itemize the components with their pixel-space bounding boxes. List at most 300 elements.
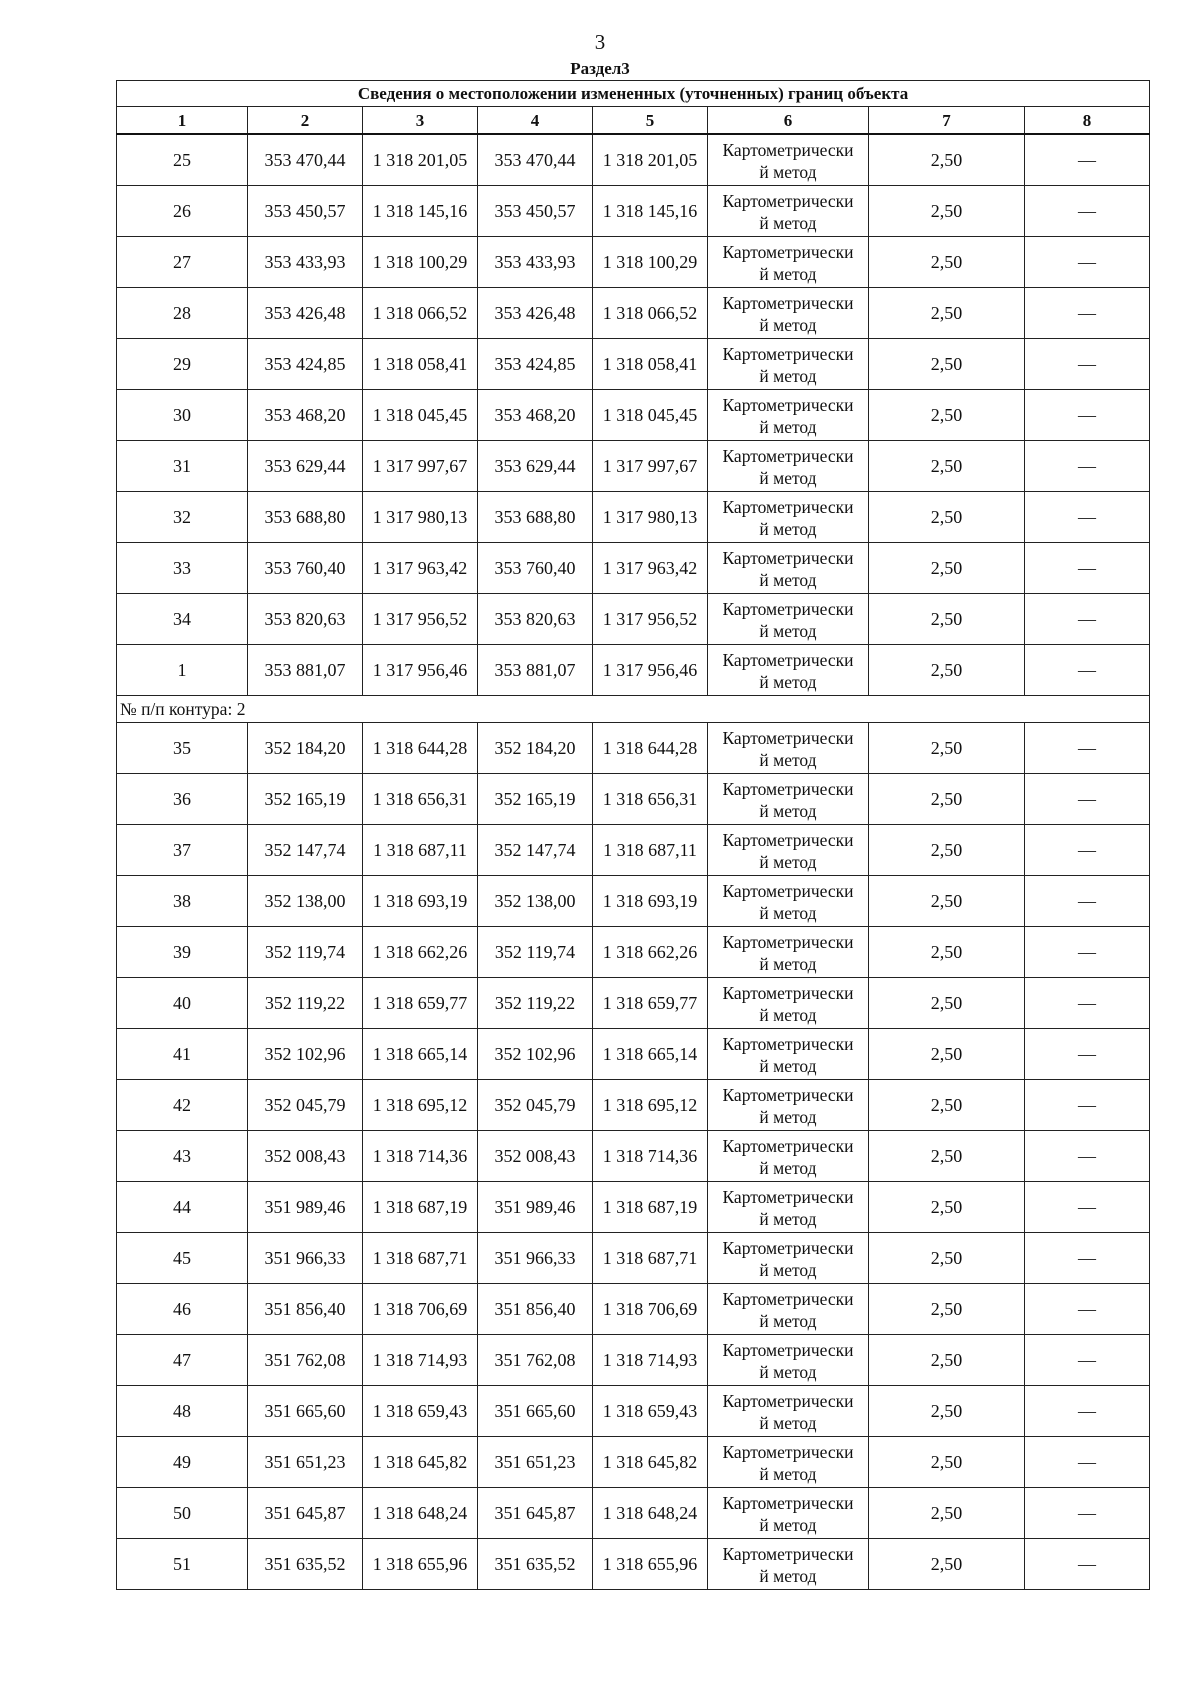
table-row bbox=[117, 390, 1150, 441]
accuracy-cell: 2,50 bbox=[869, 723, 1025, 774]
method-text-line2: й метод bbox=[759, 851, 817, 872]
method-cell bbox=[708, 723, 869, 774]
x-existing-cell: 353 433,93 bbox=[248, 237, 363, 288]
accuracy-cell: 2,50 bbox=[869, 1131, 1025, 1182]
accuracy-cell: 2,50 bbox=[869, 1182, 1025, 1233]
dash-mark: — bbox=[1078, 1145, 1097, 1166]
x-refined-cell: 351 989,46 bbox=[478, 1182, 593, 1233]
table-title: Сведения о местоположении измененных (уточненных) границ объекта bbox=[117, 81, 1150, 107]
point-number-cell: 37 bbox=[117, 825, 248, 876]
x-existing-cell: 352 102,96 bbox=[248, 1029, 363, 1080]
x-existing-cell: 351 966,33 bbox=[248, 1233, 363, 1284]
description-cell bbox=[1025, 1386, 1150, 1437]
point-number-cell: 39 bbox=[117, 927, 248, 978]
method-text-line2: й метод bbox=[759, 518, 817, 539]
x-refined-cell: 352 165,19 bbox=[478, 774, 593, 825]
x-refined-cell: 353 450,57 bbox=[478, 186, 593, 237]
point-number-cell: 28 bbox=[117, 288, 248, 339]
accuracy-cell: 2,50 bbox=[869, 774, 1025, 825]
table-row bbox=[117, 723, 1150, 774]
method-text-line1: Картометрически bbox=[722, 343, 854, 364]
point-number-cell: 46 bbox=[117, 1284, 248, 1335]
description-cell bbox=[1025, 825, 1150, 876]
method-text-line1: Картометрически bbox=[722, 880, 854, 901]
accuracy-cell: 2,50 bbox=[869, 1029, 1025, 1080]
description-cell bbox=[1025, 1284, 1150, 1335]
x-existing-cell: 352 008,43 bbox=[248, 1131, 363, 1182]
description-cell bbox=[1025, 1488, 1150, 1539]
x-existing-cell: 353 629,44 bbox=[248, 441, 363, 492]
y-existing-cell: 1 317 997,67 bbox=[363, 441, 478, 492]
method-text-line2: й метод bbox=[759, 212, 817, 233]
accuracy-cell: 2,50 bbox=[869, 1284, 1025, 1335]
table-row bbox=[117, 288, 1150, 339]
accuracy-cell: 2,50 bbox=[869, 134, 1025, 186]
y-existing-cell: 1 318 714,36 bbox=[363, 1131, 478, 1182]
column-number: 1 bbox=[117, 107, 248, 135]
y-existing-cell: 1 318 644,28 bbox=[363, 723, 478, 774]
description-cell bbox=[1025, 594, 1150, 645]
method-text-line1: Картометрически bbox=[722, 598, 854, 619]
dash-mark: — bbox=[1078, 200, 1097, 221]
y-refined-cell: 1 318 687,19 bbox=[593, 1182, 708, 1233]
dash-mark: — bbox=[1078, 404, 1097, 425]
method-text-line1: Картометрически bbox=[722, 1033, 854, 1054]
method-text-line2: й метод bbox=[759, 365, 817, 386]
dash-mark: — bbox=[1078, 737, 1097, 758]
dash-mark: — bbox=[1078, 455, 1097, 476]
point-number-cell: 32 bbox=[117, 492, 248, 543]
method-text-line2: й метод bbox=[759, 1004, 817, 1025]
x-existing-cell: 353 820,63 bbox=[248, 594, 363, 645]
x-existing-cell: 352 184,20 bbox=[248, 723, 363, 774]
x-existing-cell: 352 147,74 bbox=[248, 825, 363, 876]
table-row bbox=[117, 1335, 1150, 1386]
y-refined-cell: 1 318 645,82 bbox=[593, 1437, 708, 1488]
description-cell bbox=[1025, 1131, 1150, 1182]
y-existing-cell: 1 318 687,71 bbox=[363, 1233, 478, 1284]
method-text-line2: й метод bbox=[759, 1514, 817, 1535]
method-text-line1: Картометрически bbox=[722, 1339, 854, 1360]
y-existing-cell: 1 318 659,77 bbox=[363, 978, 478, 1029]
dash-mark: — bbox=[1078, 608, 1097, 629]
column-number: 4 bbox=[478, 107, 593, 135]
y-existing-cell: 1 318 201,05 bbox=[363, 134, 478, 186]
column-number: 3 bbox=[363, 107, 478, 135]
description-cell bbox=[1025, 1233, 1150, 1284]
method-cell bbox=[708, 134, 869, 186]
dash-mark: — bbox=[1078, 1298, 1097, 1319]
accuracy-cell: 2,50 bbox=[869, 1437, 1025, 1488]
y-refined-cell: 1 318 659,77 bbox=[593, 978, 708, 1029]
method-text-line2: й метод bbox=[759, 1412, 817, 1433]
y-refined-cell: 1 318 045,45 bbox=[593, 390, 708, 441]
y-existing-cell: 1 318 656,31 bbox=[363, 774, 478, 825]
point-number-cell: 27 bbox=[117, 237, 248, 288]
point-number-cell: 44 bbox=[117, 1182, 248, 1233]
point-number-cell: 25 bbox=[117, 134, 248, 186]
dash-mark: — bbox=[1078, 890, 1097, 911]
point-number-cell: 48 bbox=[117, 1386, 248, 1437]
x-existing-cell: 352 138,00 bbox=[248, 876, 363, 927]
dash-mark: — bbox=[1078, 992, 1097, 1013]
point-number-cell: 26 bbox=[117, 186, 248, 237]
method-text-line1: Картометрически bbox=[722, 829, 854, 850]
x-refined-cell: 352 184,20 bbox=[478, 723, 593, 774]
table-title-row bbox=[117, 81, 1150, 107]
method-cell bbox=[708, 237, 869, 288]
table-row bbox=[117, 774, 1150, 825]
dash-mark: — bbox=[1078, 251, 1097, 272]
x-refined-cell: 352 045,79 bbox=[478, 1080, 593, 1131]
description-cell bbox=[1025, 492, 1150, 543]
method-cell bbox=[708, 1080, 869, 1131]
description-cell bbox=[1025, 1182, 1150, 1233]
table-row bbox=[117, 825, 1150, 876]
method-cell bbox=[708, 1131, 869, 1182]
x-refined-cell: 351 856,40 bbox=[478, 1284, 593, 1335]
table-row bbox=[117, 441, 1150, 492]
point-number-cell: 36 bbox=[117, 774, 248, 825]
y-existing-cell: 1 317 963,42 bbox=[363, 543, 478, 594]
method-text-line2: й метод bbox=[759, 953, 817, 974]
point-number-cell: 30 bbox=[117, 390, 248, 441]
accuracy-cell: 2,50 bbox=[869, 339, 1025, 390]
point-number-cell: 34 bbox=[117, 594, 248, 645]
method-text-line2: й метод bbox=[759, 1157, 817, 1178]
method-text-line2: й метод bbox=[759, 1565, 817, 1586]
table-row bbox=[117, 543, 1150, 594]
table-row bbox=[117, 1080, 1150, 1131]
x-refined-cell: 353 629,44 bbox=[478, 441, 593, 492]
table-row bbox=[117, 1386, 1150, 1437]
method-text-line1: Картометрически bbox=[722, 1492, 854, 1513]
description-cell bbox=[1025, 1437, 1150, 1488]
description-cell bbox=[1025, 339, 1150, 390]
description-cell bbox=[1025, 288, 1150, 339]
table-row bbox=[117, 927, 1150, 978]
y-existing-cell: 1 318 693,19 bbox=[363, 876, 478, 927]
y-existing-cell: 1 318 145,16 bbox=[363, 186, 478, 237]
coordinates-table bbox=[116, 80, 1150, 1590]
x-existing-cell: 351 665,60 bbox=[248, 1386, 363, 1437]
dash-mark: — bbox=[1078, 1400, 1097, 1421]
point-number-cell: 31 bbox=[117, 441, 248, 492]
point-number-cell: 40 bbox=[117, 978, 248, 1029]
method-text-line2: й метод bbox=[759, 671, 817, 692]
x-refined-cell: 352 102,96 bbox=[478, 1029, 593, 1080]
table-row bbox=[117, 1284, 1150, 1335]
accuracy-cell: 2,50 bbox=[869, 492, 1025, 543]
x-refined-cell: 353 424,85 bbox=[478, 339, 593, 390]
method-text-line1: Картометрически bbox=[722, 547, 854, 568]
method-cell bbox=[708, 594, 869, 645]
y-refined-cell: 1 317 997,67 bbox=[593, 441, 708, 492]
method-text-line2: й метод bbox=[759, 569, 817, 590]
point-number-cell: 41 bbox=[117, 1029, 248, 1080]
table-row bbox=[117, 492, 1150, 543]
method-text-line1: Картометрически bbox=[722, 139, 854, 160]
y-existing-cell: 1 317 956,46 bbox=[363, 645, 478, 696]
accuracy-cell: 2,50 bbox=[869, 1488, 1025, 1539]
description-cell bbox=[1025, 543, 1150, 594]
method-cell bbox=[708, 927, 869, 978]
method-text-line1: Картометрически bbox=[722, 1135, 854, 1156]
method-text-line1: Картометрически bbox=[722, 1288, 854, 1309]
x-refined-cell: 353 470,44 bbox=[478, 134, 593, 186]
x-existing-cell: 352 119,22 bbox=[248, 978, 363, 1029]
method-cell bbox=[708, 774, 869, 825]
method-text-line2: й метод bbox=[759, 1208, 817, 1229]
method-cell bbox=[708, 288, 869, 339]
y-existing-cell: 1 318 058,41 bbox=[363, 339, 478, 390]
table-row bbox=[117, 186, 1150, 237]
y-refined-cell: 1 317 956,52 bbox=[593, 594, 708, 645]
y-existing-cell: 1 318 706,69 bbox=[363, 1284, 478, 1335]
method-text-line1: Картометрически bbox=[722, 292, 854, 313]
x-refined-cell: 351 635,52 bbox=[478, 1539, 593, 1590]
point-number-cell: 1 bbox=[117, 645, 248, 696]
x-existing-cell: 353 426,48 bbox=[248, 288, 363, 339]
x-refined-cell: 353 468,20 bbox=[478, 390, 593, 441]
description-cell bbox=[1025, 390, 1150, 441]
method-text-line1: Картометрически bbox=[722, 931, 854, 952]
y-refined-cell: 1 317 980,13 bbox=[593, 492, 708, 543]
y-refined-cell: 1 318 648,24 bbox=[593, 1488, 708, 1539]
table-row bbox=[117, 339, 1150, 390]
point-number-cell: 33 bbox=[117, 543, 248, 594]
point-number-cell: 38 bbox=[117, 876, 248, 927]
dash-mark: — bbox=[1078, 353, 1097, 374]
description-cell bbox=[1025, 978, 1150, 1029]
point-number-cell: 49 bbox=[117, 1437, 248, 1488]
table-row bbox=[117, 645, 1150, 696]
x-refined-cell: 351 645,87 bbox=[478, 1488, 593, 1539]
method-cell bbox=[708, 1284, 869, 1335]
y-refined-cell: 1 318 695,12 bbox=[593, 1080, 708, 1131]
method-text-line2: й метод bbox=[759, 467, 817, 488]
accuracy-cell: 2,50 bbox=[869, 1335, 1025, 1386]
dash-mark: — bbox=[1078, 1349, 1097, 1370]
x-existing-cell: 353 760,40 bbox=[248, 543, 363, 594]
y-refined-cell: 1 317 963,42 bbox=[593, 543, 708, 594]
y-existing-cell: 1 318 659,43 bbox=[363, 1386, 478, 1437]
y-refined-cell: 1 318 644,28 bbox=[593, 723, 708, 774]
method-cell bbox=[708, 1335, 869, 1386]
table-row bbox=[117, 1131, 1150, 1182]
method-text-line1: Картометрически bbox=[722, 1390, 854, 1411]
accuracy-cell: 2,50 bbox=[869, 825, 1025, 876]
dash-mark: — bbox=[1078, 557, 1097, 578]
dash-mark: — bbox=[1078, 302, 1097, 323]
x-existing-cell: 353 881,07 bbox=[248, 645, 363, 696]
method-cell bbox=[708, 543, 869, 594]
method-cell bbox=[708, 1539, 869, 1590]
point-number-cell: 47 bbox=[117, 1335, 248, 1386]
table-row bbox=[117, 978, 1150, 1029]
y-refined-cell: 1 318 066,52 bbox=[593, 288, 708, 339]
method-text-line2: й метод bbox=[759, 1463, 817, 1484]
accuracy-cell: 2,50 bbox=[869, 390, 1025, 441]
table-row bbox=[117, 1233, 1150, 1284]
point-number-cell: 43 bbox=[117, 1131, 248, 1182]
y-refined-cell: 1 318 201,05 bbox=[593, 134, 708, 186]
x-existing-cell: 351 651,23 bbox=[248, 1437, 363, 1488]
y-refined-cell: 1 318 706,69 bbox=[593, 1284, 708, 1335]
method-cell bbox=[708, 441, 869, 492]
method-text-line1: Картометрически bbox=[722, 982, 854, 1003]
table-row bbox=[117, 876, 1150, 927]
accuracy-cell: 2,50 bbox=[869, 543, 1025, 594]
column-number: 7 bbox=[869, 107, 1025, 135]
method-cell bbox=[708, 825, 869, 876]
x-existing-cell: 353 450,57 bbox=[248, 186, 363, 237]
y-existing-cell: 1 318 655,96 bbox=[363, 1539, 478, 1590]
dash-mark: — bbox=[1078, 1502, 1097, 1523]
y-refined-cell: 1 318 693,19 bbox=[593, 876, 708, 927]
y-refined-cell: 1 318 687,11 bbox=[593, 825, 708, 876]
method-text-line2: й метод bbox=[759, 314, 817, 335]
accuracy-cell: 2,50 bbox=[869, 876, 1025, 927]
method-text-line1: Картометрически bbox=[722, 727, 854, 748]
table-row bbox=[117, 1029, 1150, 1080]
method-cell bbox=[708, 1437, 869, 1488]
accuracy-cell: 2,50 bbox=[869, 237, 1025, 288]
table-row bbox=[117, 1488, 1150, 1539]
y-refined-cell: 1 318 714,36 bbox=[593, 1131, 708, 1182]
y-refined-cell: 1 318 665,14 bbox=[593, 1029, 708, 1080]
method-cell bbox=[708, 1386, 869, 1437]
x-refined-cell: 352 008,43 bbox=[478, 1131, 593, 1182]
point-number-cell: 35 bbox=[117, 723, 248, 774]
dash-mark: — bbox=[1078, 506, 1097, 527]
description-cell bbox=[1025, 1029, 1150, 1080]
method-cell bbox=[708, 1233, 869, 1284]
point-number-cell: 29 bbox=[117, 339, 248, 390]
method-text-line1: Картометрически bbox=[722, 241, 854, 262]
x-refined-cell: 351 966,33 bbox=[478, 1233, 593, 1284]
description-cell bbox=[1025, 723, 1150, 774]
table-row bbox=[117, 594, 1150, 645]
x-existing-cell: 351 645,87 bbox=[248, 1488, 363, 1539]
description-cell bbox=[1025, 927, 1150, 978]
x-refined-cell: 353 433,93 bbox=[478, 237, 593, 288]
accuracy-cell: 2,50 bbox=[869, 1539, 1025, 1590]
y-existing-cell: 1 318 714,93 bbox=[363, 1335, 478, 1386]
y-existing-cell: 1 318 066,52 bbox=[363, 288, 478, 339]
method-text-line1: Картометрически bbox=[722, 1441, 854, 1462]
method-cell bbox=[708, 186, 869, 237]
x-existing-cell: 353 688,80 bbox=[248, 492, 363, 543]
method-text-line2: й метод bbox=[759, 1259, 817, 1280]
description-cell bbox=[1025, 186, 1150, 237]
x-existing-cell: 352 165,19 bbox=[248, 774, 363, 825]
description-cell bbox=[1025, 1335, 1150, 1386]
column-number: 6 bbox=[708, 107, 869, 135]
dash-mark: — bbox=[1078, 839, 1097, 860]
x-existing-cell: 353 424,85 bbox=[248, 339, 363, 390]
method-text-line1: Картометрически bbox=[722, 190, 854, 211]
method-text-line2: й метод bbox=[759, 416, 817, 437]
y-existing-cell: 1 318 648,24 bbox=[363, 1488, 478, 1539]
description-cell bbox=[1025, 774, 1150, 825]
description-cell bbox=[1025, 134, 1150, 186]
accuracy-cell: 2,50 bbox=[869, 288, 1025, 339]
accuracy-cell: 2,50 bbox=[869, 441, 1025, 492]
method-text-line2: й метод bbox=[759, 902, 817, 923]
description-cell bbox=[1025, 876, 1150, 927]
dash-mark: — bbox=[1078, 149, 1097, 170]
x-existing-cell: 351 856,40 bbox=[248, 1284, 363, 1335]
table-row bbox=[117, 1539, 1150, 1590]
x-refined-cell: 353 760,40 bbox=[478, 543, 593, 594]
x-refined-cell: 352 119,74 bbox=[478, 927, 593, 978]
accuracy-cell: 2,50 bbox=[869, 645, 1025, 696]
method-cell bbox=[708, 645, 869, 696]
method-cell bbox=[708, 492, 869, 543]
method-cell bbox=[708, 1182, 869, 1233]
x-refined-cell: 352 147,74 bbox=[478, 825, 593, 876]
accuracy-cell: 2,50 bbox=[869, 978, 1025, 1029]
method-text-line1: Картометрически bbox=[722, 1186, 854, 1207]
section-title: Раздел3 bbox=[570, 59, 630, 78]
x-existing-cell: 353 468,20 bbox=[248, 390, 363, 441]
table-body bbox=[117, 134, 1150, 1590]
contour-row bbox=[117, 696, 1150, 723]
description-cell bbox=[1025, 1080, 1150, 1131]
y-existing-cell: 1 317 956,52 bbox=[363, 594, 478, 645]
method-text-line1: Картометрически bbox=[722, 1543, 854, 1564]
dash-mark: — bbox=[1078, 659, 1097, 680]
y-refined-cell: 1 317 956,46 bbox=[593, 645, 708, 696]
method-text-line2: й метод bbox=[759, 1106, 817, 1127]
method-text-line1: Картометрически bbox=[722, 394, 854, 415]
description-cell bbox=[1025, 1539, 1150, 1590]
method-text-line2: й метод bbox=[759, 800, 817, 821]
y-existing-cell: 1 318 645,82 bbox=[363, 1437, 478, 1488]
dash-mark: — bbox=[1078, 1247, 1097, 1268]
table-row bbox=[117, 1182, 1150, 1233]
y-existing-cell: 1 318 687,11 bbox=[363, 825, 478, 876]
y-existing-cell: 1 317 980,13 bbox=[363, 492, 478, 543]
description-cell bbox=[1025, 237, 1150, 288]
x-refined-cell: 352 119,22 bbox=[478, 978, 593, 1029]
method-text-line1: Картометрически bbox=[722, 445, 854, 466]
column-number-row bbox=[117, 107, 1150, 135]
y-refined-cell: 1 318 714,93 bbox=[593, 1335, 708, 1386]
method-text-line1: Картометрически bbox=[722, 496, 854, 517]
x-refined-cell: 351 651,23 bbox=[478, 1437, 593, 1488]
dash-mark: — bbox=[1078, 1043, 1097, 1064]
x-refined-cell: 351 762,08 bbox=[478, 1335, 593, 1386]
x-refined-cell: 353 426,48 bbox=[478, 288, 593, 339]
point-number-cell: 51 bbox=[117, 1539, 248, 1590]
y-refined-cell: 1 318 659,43 bbox=[593, 1386, 708, 1437]
x-refined-cell: 353 820,63 bbox=[478, 594, 593, 645]
y-existing-cell: 1 318 662,26 bbox=[363, 927, 478, 978]
dash-mark: — bbox=[1078, 788, 1097, 809]
accuracy-cell: 2,50 bbox=[869, 594, 1025, 645]
accuracy-cell: 2,50 bbox=[869, 1080, 1025, 1131]
method-text-line1: Картометрически bbox=[722, 1084, 854, 1105]
y-existing-cell: 1 318 695,12 bbox=[363, 1080, 478, 1131]
method-text-line2: й метод bbox=[759, 1310, 817, 1331]
method-cell bbox=[708, 390, 869, 441]
column-number: 2 bbox=[248, 107, 363, 135]
point-number-cell: 45 bbox=[117, 1233, 248, 1284]
x-existing-cell: 351 635,52 bbox=[248, 1539, 363, 1590]
x-refined-cell: 353 881,07 bbox=[478, 645, 593, 696]
